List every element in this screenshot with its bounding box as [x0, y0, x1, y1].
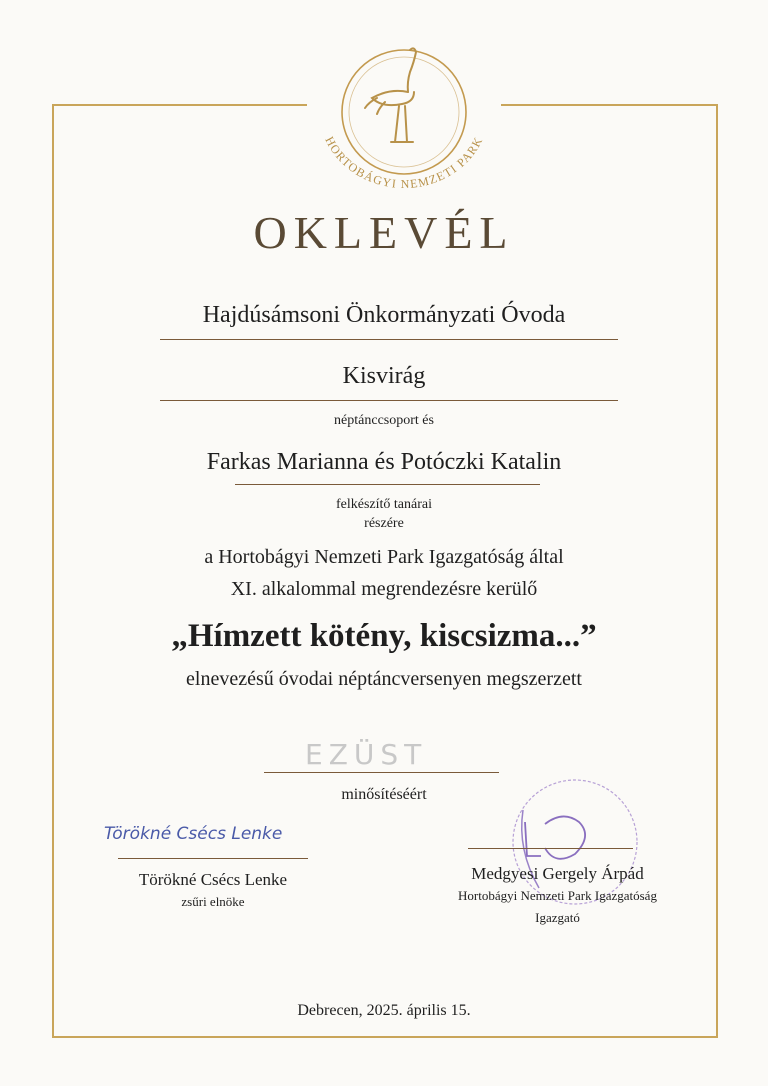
- signer-right-role: Igazgató: [535, 910, 580, 925]
- signer-right-org: Hortobágyi Nemzeti Park Igazgatóság: [458, 888, 657, 903]
- group-type: néptánccsoport és: [334, 413, 434, 428]
- park-logo: [307, 40, 501, 194]
- certificate-title: OKLEVÉL: [253, 207, 515, 258]
- signature-right-line: [468, 848, 633, 849]
- group-underline: [160, 400, 618, 401]
- group-name: Kisvirág: [342, 363, 426, 389]
- signer-left-role: zsűri elnöke: [181, 894, 245, 909]
- for-whom: részére: [364, 516, 404, 531]
- award-handwritten: EZÜST: [305, 738, 428, 771]
- award-suffix: minősítéséért: [341, 786, 427, 803]
- signature-left: Törökné Csécs Lenke: [104, 824, 283, 844]
- organizer-line: a Hortobágyi Nemzeti Park Igazgatóság által: [204, 546, 564, 568]
- teachers-names: Farkas Marianna és Potóczki Katalin: [206, 449, 562, 475]
- award-underline: [264, 772, 499, 773]
- logo-text: HORTOBÁGYI NEMZETI PARK: [322, 134, 486, 192]
- recipient-underline: [160, 339, 618, 340]
- signature-left-line: [118, 858, 308, 859]
- signer-right-name: Medgyesi Gergely Árpád: [471, 864, 644, 883]
- occasion-line: XI. alkalommal megrendezésre kerülő: [230, 578, 538, 600]
- teachers-underline: [235, 484, 540, 485]
- signer-left-name: Törökné Csécs Lenke: [138, 870, 288, 889]
- recipient-name: Hajdúsámsoni Önkormányzati Óvoda: [202, 302, 566, 328]
- event-title: „Hímzett kötény, kiscsizma...”: [171, 618, 597, 654]
- event-description: elnevezésű óvodai néptáncversenyen megszerzett: [186, 668, 582, 690]
- place-date: Debrecen, 2025. április 15.: [297, 1002, 471, 1019]
- teachers-role: felkészítő tanárai: [335, 497, 432, 512]
